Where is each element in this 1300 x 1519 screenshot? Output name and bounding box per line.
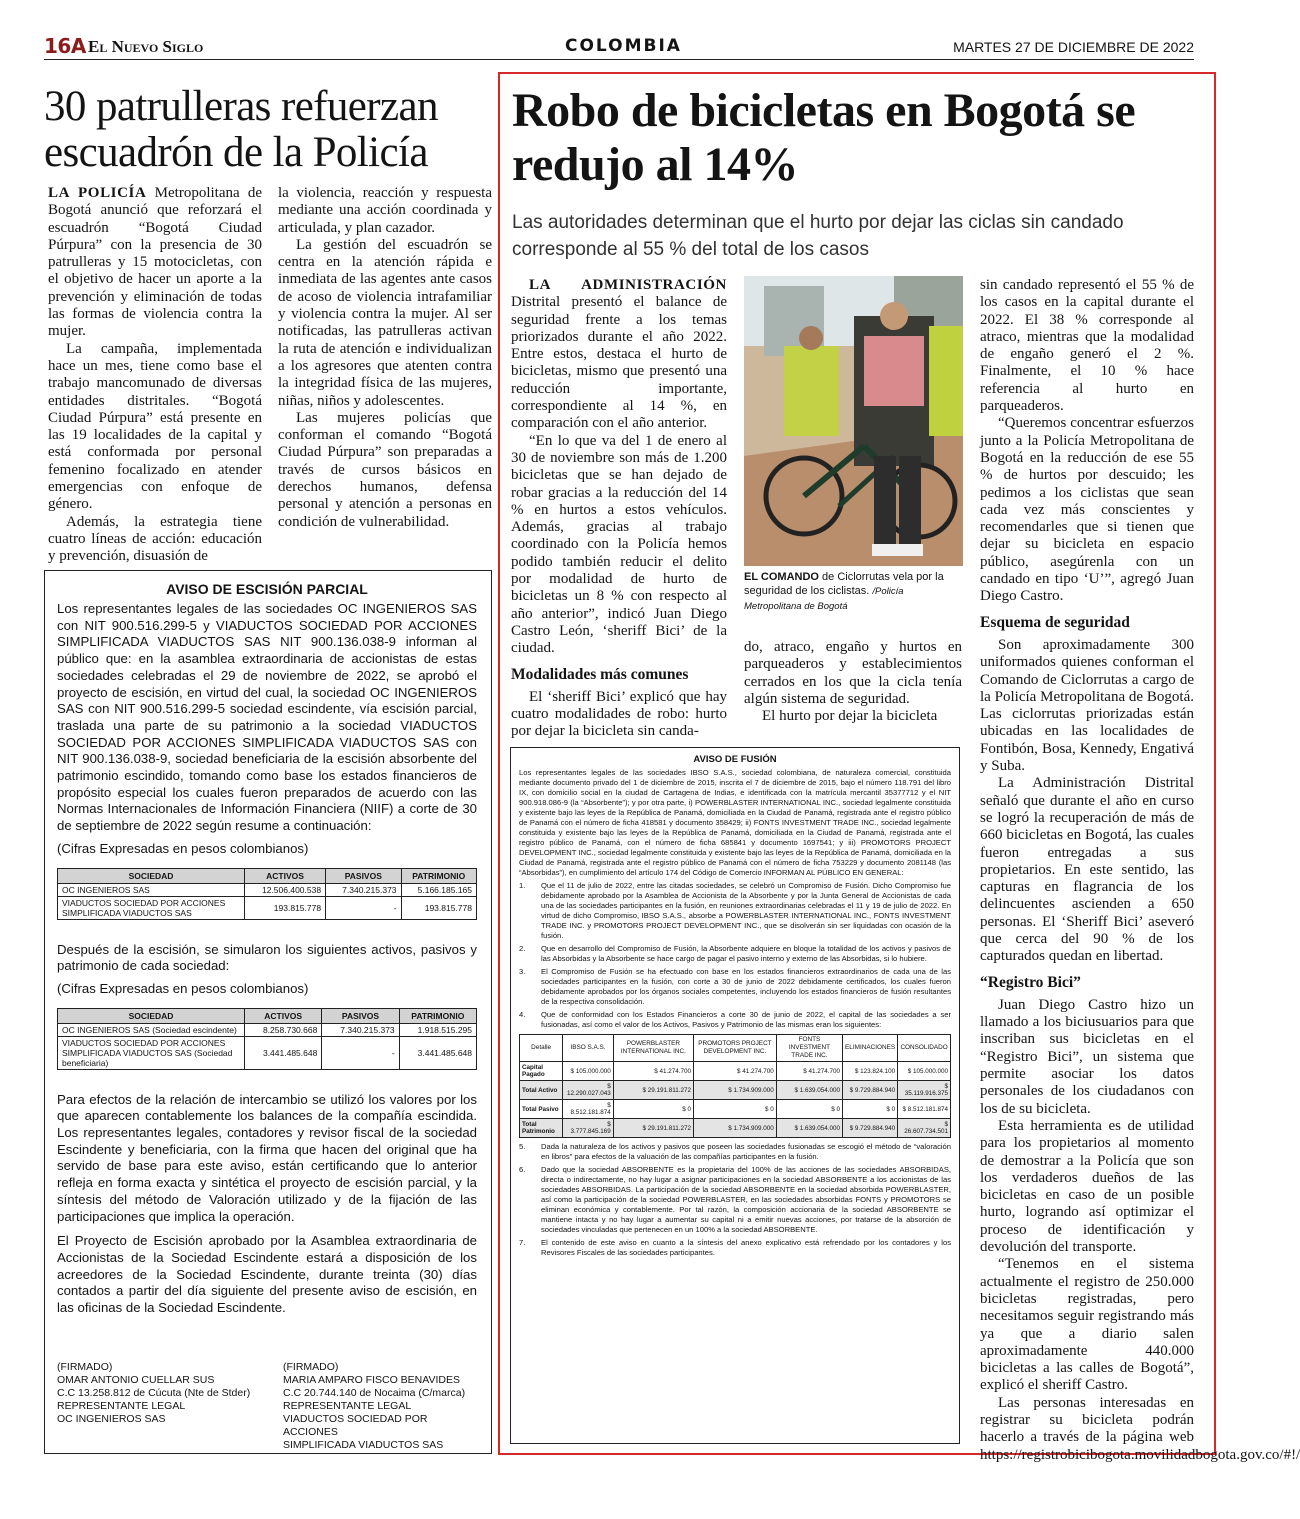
right-article-paragraph: Esta herramienta es de utilidad para los propietarios al momento de demostrar a la Policía que son los verdaderos dueños de las bicicletas en caso de un posible hurto, logrando así optimizar el proceso de identificación y devolución del transporte. (980, 1117, 1194, 1256)
fusion-item: 4. Que de conformidad con los Estados Financieros a corte 30 de junio de 2022, el capital de las sociedades a ser fusionadas, así como el valor de los Activos, Pasivos y Patrimonio de las mismas eran los siguientes: (519, 1010, 951, 1029)
right-article-paragraph: sin candado representó el 55 % de los casos en la capital durante el 2022. El 38 % corresponde al atraco, mientras que la modalidad de engaño generó el 2 %. Finalmente, el 10 % hace referencia al hurto en parqueaderos. (980, 277, 1194, 415)
right-article-paragraph: LA ADMINISTRACIÓN Distrital presentó el balance de seguridad frente a los temas priorizados durante el año 2022. Entre estos, destaca el hurto de bicicletas, mismo que presentó una reducción importante, correspondiente al 14 %, en comparación con el año anterior. (511, 277, 727, 432)
table-header: ELIMINACIONES (843, 1035, 898, 1062)
right-article-paragraph: El ‘sheriff Bici’ explicó que hay cuatro modalidades de robo: hurto por dejar la bicicleta sin canda- (511, 688, 727, 740)
right-article-paragraph: Juan Diego Castro hizo un llamado a los biciusuarios para que inscriban sus bicicletas en el “Registro Bici”, un sistema que permite asociar los datos personales de los ciudadanos con los de su bicicleta. (980, 996, 1194, 1117)
right-article-paragraph: “En lo que va del 1 de enero al 30 de noviembre son más de 1.200 bicicletas que se han dejado de robar gracias a la reducción del 14 % en hurtos a estos vehículos. Además, gracias al trabajo coordinado con la Policía hemos podido también reducir el delito por modalidad de hurto de bicicletas un 8 % con respecto al año anterior”, indicó Juan Diego Castro León, ‘sheriff Bici’ de la ciudad. (511, 432, 727, 657)
left-article-paragraph: La campaña, implementada hace un mes, tiene como base el trabajo mancomunado de diversas entidades distritales. “Bogotá Ciudad Púrpura” está presente en las 19 localidades de la capital y está conformada por personal femenino focalizado en atender emergencias con enfoque de género. (48, 340, 262, 513)
left-article-paragraph: La gestión del escuadrón se centra en la atención rápida e inmediata de las agentes ante casos de acoso de violencia intrafamiliar y violencia contra la mujer. Al ser notificadas, las patrulleras activan la ruta de atención e individualizan a los agresores que atenten contra la integridad física de las mujeres, niñas, niños y adolescentes. (278, 236, 492, 409)
escision-units: (Cifras Expresadas en pesos colombianos) (57, 980, 309, 996)
table-row: Total Patrimonio $ 3.777.845.169 $ 29.191.811.272 $ 1.734.909.000 $ 1.639.054.000 $ 9.729.884.940 $ 26.607.734.501 (520, 1119, 951, 1138)
fusion-table (519, 1034, 951, 1138)
signature-block-2: (FIRMADO) MARIA AMPARO FISCO BENAVIDES C.C 20.744.140 de Nocaima (C/marca) REPRESENTANTE LEGAL VIADUCTOS SOCIEDAD POR ACCIONES SIMPLIFICADA VIADUCTOS SAS (283, 1361, 466, 1451)
fusion-notice (510, 747, 960, 1444)
left-article-paragraph: Además, la estrategia tiene cuatro líneas de acción: educación y prevención, disuasión de (48, 513, 262, 565)
fusion-title: AVISO DE FUSIÓN (693, 754, 777, 765)
fusion-item: 3. El Compromiso de Fusión se ha efectuado con base en los estados financieros extraordinarios de cada una de las sociedades participantes en la fusión, con corte a 30 de junio de 2022 debidamente certificados, los cuales fueron debidamente aprobados por los órganos sociales competentes, incluyendo los estados financieros de fusión resultantes de la respectiva consolidación. (519, 967, 951, 1006)
table-header: IBSO S.A.S. (563, 1035, 614, 1062)
table-header: PASIVOS (322, 1008, 399, 1023)
fusion-item: 2. Que en desarrollo del Compromiso de Fusión, la Absorbente adquiere en bloque la totalidad de los activos y pasivos de las Absorbidas y la Absorbente se hace cargo de pagar el pasivo interno y externo de las Absorbidas, si lo hubiere. (519, 944, 951, 963)
fusion-item: 6. Dado que la sociedad ABSORBENTE es la propietaria del 100% de las acciones de las sociedades ABSORBIDAS, directa o indirectamente, no hay lugar a asignar participaciones en la sociedad ABSORBENTE a los accionistas de las sociedades ABSORBIDAS. La participación de la sociedad ABSORBENTE en la sociedad absorbida POWERBLASTER, así como la participación de la sociedad POWERBLASTER, en las sociedades absorbidas FONTS y PROMOTORS se eliminan económica y contablemente. Por tal razón, la composición accionaria de la sociedad ABSORBENTE se mantiene intacta y no hay lugar a aumentar su capital ni a emitir nuevas acciones, por tratarse de la absorción de sociedades vinculadas que pertenecen en un 100% a la sociedad ABSORBENTE. (519, 1165, 951, 1234)
issue-date: MARTES 27 DE DICIEMBRE DE 2022 (953, 39, 1194, 55)
table-row: VIADUCTOS SOCIEDAD POR ACCIONES SIMPLIFICADA VIADUCTOS SAS 193.815.778 - 193.815.778 (58, 896, 477, 919)
table-header: ACTIVOS (245, 868, 326, 883)
right-article-headline: Robo de bicicletas en Bogotá se redujo al 14% (512, 84, 1136, 191)
left-article-headline: 30 patrulleras refuerzan escuadrón de la Policía (44, 83, 438, 176)
table-row: OC INGENIEROS SAS (Sociedad escindente) 8.258.730.668 7.340.215.373 1.918.515.295 (58, 1023, 477, 1036)
header-rule (44, 59, 1194, 60)
fusion-item: 5. Dada la naturaleza de los activos y pasivos que poseen las sociedades fusionadas se escogió el método de “valoración en libros” para efectos de la valuación de las compañías participantes en la fusión. (519, 1142, 951, 1161)
table-row: OC INGENIEROS SAS 12.506.400.538 7.340.215.373 5.166.185.165 (58, 883, 477, 896)
escision-units: (Cifras Expresadas en pesos colombianos) (57, 840, 309, 856)
table-header: POWERBLASTER INTERNATIONAL INC. (613, 1035, 693, 1062)
table-row: Total Activo $ 12.290.027.043 $ 29.191.811.272 $ 1.734.909.000 $ 1.639.054.000 $ 9.729.884.940 $ 35.119.916.375 (520, 1081, 951, 1100)
table-row: VIADUCTOS SOCIEDAD POR ACCIONES SIMPLIFICADA VIADUCTOS SAS (Sociedad beneficiaria) 3.441.485.648 - 3.441.485.648 (58, 1036, 477, 1069)
escision-table-before (57, 868, 477, 920)
table-header: SOCIEDAD (58, 1008, 245, 1023)
right-article-subhead: “Registro Bici” (980, 973, 1081, 991)
right-article-paragraph: Las personas interesadas en registrar su bicicleta podrán hacerlo a través de la página web https://registrobicibogota.movilidadbogota.gov.co/#!/ (980, 1394, 1300, 1463)
right-article-lead: LA ADMINISTRACIÓN (529, 277, 727, 293)
right-article-paragraph: do, atraco, engaño y hurtos en parqueaderos y establecimientos cerrados en los que la cicla tenía algún sistema de seguridad. (744, 639, 962, 707)
table-header: PROMOTORS PROJECT DEVELOPMENT INC. (694, 1035, 777, 1062)
photo-caption: EL COMANDO de Ciclorrutas vela por la seguridad de los ciclistas. /Policía Metropolitana de Bogotá (744, 571, 944, 612)
photo-credit: /Policía Metropolitana de Bogotá (744, 586, 904, 612)
escision-paragraph: El Proyecto de Escisión aprobado por la Asamblea extraordinaria de Accionistas de la Sociedad Escindente estará a disposición de los acreedores de la Sociedad Escindente, durante treinta (30) días contados a partir del día siguiente del presente aviso de escisión, en las oficinas de la Sociedad Escindente. (57, 1233, 477, 1316)
right-article-column-3 (980, 277, 1300, 1464)
table-header: FONTS INVESTMENT TRADE INC. (776, 1035, 842, 1062)
left-article-paragraph: Las mujeres policías que conforman el comando “Bogotá Ciudad Púrpura” son preparadas a través de cursos básicos en derechos humanos, defensa personal y atención a personas en condición de vulnerabilidad. (278, 409, 492, 530)
table-header: CONSOLIDADO (898, 1035, 951, 1062)
escision-notice (44, 570, 492, 1454)
left-article-column-1 (48, 185, 262, 566)
escision-table-after (57, 1008, 477, 1070)
table-header: ACTIVOS (245, 1008, 322, 1023)
right-article-paragraph: Son aproximadamente 300 uniformados quienes conforman el Comando de Ciclorrutas a cargo de la Policía Metropolitana de Bogotá. Las ciclorrutas priorizadas están ubicadas en las localidades de Fontibón, Bosa, Kennedy, Engativá y Suba. (980, 636, 1194, 775)
right-article-subhead: Esquema de seguridad (980, 613, 1130, 631)
left-article-column-2 (278, 185, 492, 531)
table-header: PATRIMONIO (399, 1008, 476, 1023)
left-article-paragraph: LA POLICÍA Metropolitana de Bogotá anunció que reforzará el escuadrón “Bogotá Ciudad Púrpura” con la presencia de 30 patrulleras y 15 motocicletas, con el objetivo de hacer un aporte a la prevención y eliminación de todas las formas de violencia contra la mujer. (48, 185, 263, 340)
fusion-item: 1. Que el 11 de julio de 2022, entre las citadas sociedades, se celebró un Compromiso de Fusión. Dicho Compromiso fue debidamente aprobado por la Asamblea de Accionista de la Absorbente y por la Junta General de Accionistas de cada una de las sociedades participantes en la fusión, en reuniones extraordinarias celebradas el 11 y 19 de julio de 2022. En virtud de dicho Compromiso, IBSO S.A.S., absorbe a POWERBLASTER INTERNATIONAL INC., FONTS INVESTMENT TRADE INC. y PROMOTORS PROJECT DEVELOPMENT INC., que se disolverán sin ser liquidadas con ocasión de la fusión. (519, 881, 951, 940)
page-number: 16A (44, 34, 86, 58)
table-header: PASIVOS (326, 868, 401, 883)
fusion-intro: Los representantes legales de las sociedades IBSO S.A.S., sociedad colombiana, de naturaleza comercial, constituida mediante documento privado del 1 de diciembre de 2015, inscrita el 7 de diciembre de 2015, bajo el número 118.791 del libro IX, con domicilio social en la ciudad de Cartagena de Indias, e identificada con la matrícula mercantil 35377712 y el NIT 900.918.086-9 (la “Absorbente”); y por otra parte, i) POWERBLASTER INTERNATIONAL INC., sociedad legalmente constituida y existente bajo las leyes de la República de Panamá, domiciliada en la Ciudad de Panamá, registrada ante el registro público de Panamá con el número de ficha 418581 y documento 358429; ii) FONTS INVESTMENT TRADE INC., sociedad legalmente constituida y existente bajo las leyes de la República de Panamá, domiciliada en la Ciudad de Panamá, registrada ante el registro público de Panamá, con el número de ficha 685841 y documento 1697541; y iii) PROMOTORS PROJECT DEVELOPMENT INC., sociedad legalmente constituida y existente bajo las leyes de la República de Panamá, domiciliada en la Ciudad de Panamá, registrada ante el registro público de Panamá con el número de ficha 753229 y documento 2081148 (las “Absorbidas”), en cumplimiento del artículo 174 del Código de Comercio INFORMAN AL PÚBLICO EN GENERAL: (519, 768, 951, 877)
table-header: PATRIMONIO (401, 868, 476, 883)
left-article-lead: LA POLICÍA (48, 185, 147, 201)
table-row: Total Pasivo $ 8.512.181.874 $ 0 $ 0 $ 0 $ 0 $ 8.512.181.874 (520, 1100, 951, 1119)
right-article-subhead: Modalidades más comunes (511, 665, 689, 683)
escision-title: AVISO DE ESCISIÓN PARCIAL (166, 581, 368, 597)
table-row: Capital Pagado $ 105.000.000 $ 41.274.700 $ 41.274.700 $ 41.274.700 $ 123.824.100 $ 105.000.000 (520, 1062, 951, 1081)
escision-after-text: Después de la escisión, se simularon los siguientes activos, pasivos y patrimonio de cada sociedad: (57, 941, 477, 974)
right-article-paragraph: La Administración Distrital señaló que durante el año en curso se logró la recuperación de más de 660 bicicletas en Bogotá, las cuales fueron entregadas a sus propietarios. En este sentido, las capturas en flagrancia de los delincuentes ascienden a 650 personas. El ‘Sheriff Bici’ aseveró que cerca del 90 % de los capturados quedan en libertad. (980, 775, 1194, 965)
right-article-column-1 (511, 277, 727, 741)
fusion-item: 7. El contenido de este aviso en cuanto a la síntesis del anexo explicativo está refrendado por los contadores y los Revisores Fiscales de las sociedades participantes. (519, 1238, 951, 1257)
escision-paragraph: Para efectos de la relación de intercambio se utilizó los valores por los que aparecen contablemente los balances de la compañía escindida. Los representantes legales, contadores y revisor fiscal de la sociedad Escindente y beneficiaria, con la firma que hacen del original que ha servido de base para este aviso, están certificando que lo anterior refleja en forma exacta y sintética el proyecto de escisión parcial, y la síntesis del método de Valoración utilizado y de la fijación de las participaciones que implica la operación. (57, 1091, 477, 1224)
right-article-paragraph: El hurto por dejar la bicicleta (762, 708, 938, 725)
left-article-paragraph: la violencia, reacción y respuesta mediante una acción coordinada y articulada, y plan cazador. (278, 185, 492, 236)
table-header: Detalle (520, 1035, 563, 1062)
signature-block-1: (FIRMADO) OMAR ANTONIO CUELLAR SUS C.C 13.258.812 de Cúcuta (Nte de Stder) REPRESENTANTE LEGAL OC INGENIEROS SAS (57, 1361, 251, 1425)
publication-name: El Nuevo Siglo (88, 37, 204, 56)
right-article-deck: Las autoridades determinan que el hurto por dejar las ciclas sin candado corresponde al 55 % del total de los casos (512, 212, 1124, 260)
right-article-column-2 (744, 639, 962, 725)
cyclists-police-photo (744, 276, 963, 566)
right-article-paragraph: “Queremos concentrar esfuerzos junto a la Policía Metropolitana de Bogotá en la reducción de ese 55 % de hurtos por descuido; les pedimos a los ciclistas que sean cada vez más conscientes y recomendarles que si tienen que dejar su bicicleta en espacio público, asegúrenla con un candado en tipo ‘U’”, agregó Juan Diego Castro. (980, 415, 1194, 605)
photo-illustration (744, 276, 963, 566)
section-title: COLOMBIA (565, 36, 682, 56)
escision-intro: Los representantes legales de las sociedades OC INGENIEROS SAS con NIT 900.516.299-5 y VIADUCTOS SOCIEDAD POR ACCIONES SIMPLIFICADA VIADUCTOS SAS NIT 900.136.038-9 informan al público que: en la asamblea extraordinaria de accionistas de estas sociedades celebradas el 29 de noviembre de 2022, se aprobó el proyecto de escisión, en virtud del cual, la sociedad OC INGENIEROS SAS con NIT 900.516.299-5 sociedad escindente, vía escisión parcial, traslada una parte de su patrimonio a la sociedad VIADUCTOS SOCIEDAD POR ACCIONES SIMPLIFICADA VIADUCTOS SAS con NIT 900.136.038-9, sociedad beneficiaria de la escisión absorbente del patrimonio escindido, tomando como base los estados financieros de propósito especial los cuales fueron preparados de acuerdo con las Normas Internacionales de Información Financiera (NIIF) a corte de 30 de septiembre de 2022 según resume a continuación: (57, 601, 477, 834)
table-header: SOCIEDAD (58, 868, 245, 883)
right-article-paragraph: “Tenemos en el sistema actualmente el registro de 250.000 bicicletas registradas, pero necesitamos seguir registrando más ya que a diario salen aproximadamente 440.000 bicicletas a las calles de Bogotá”, explicó el sheriff Castro. (980, 1256, 1194, 1394)
